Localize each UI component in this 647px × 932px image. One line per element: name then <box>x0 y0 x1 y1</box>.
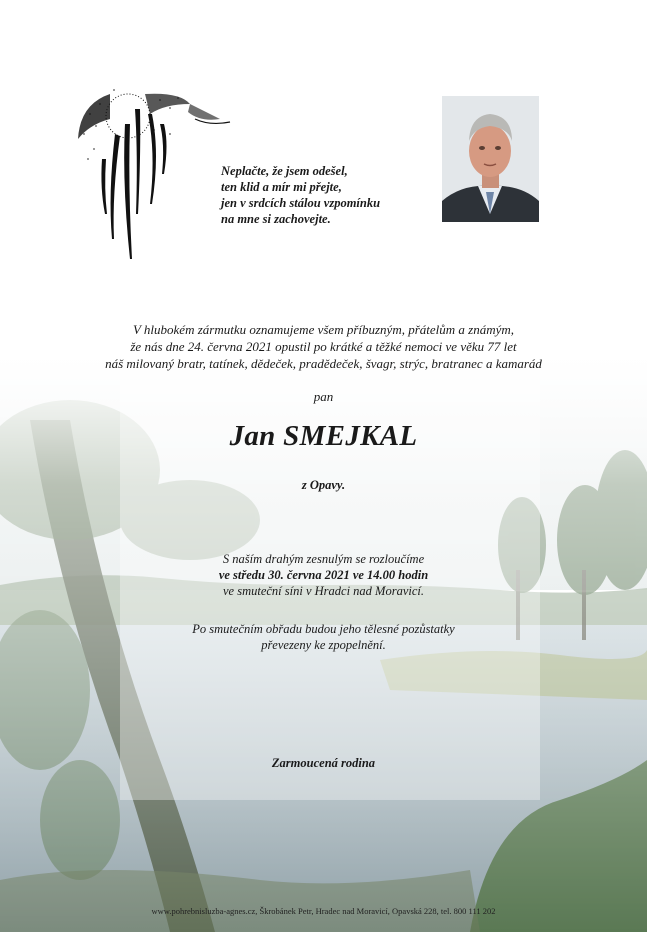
family-signature: Zarmoucená rodina <box>271 756 376 770</box>
deceased-origin: z Opavy. <box>301 478 346 492</box>
poem-line: na mne si zachovejte. <box>221 212 331 226</box>
announcement-line: že nás dne 24. června 2021 opustil po krátké a těžké nemoci ve věku 77 let <box>130 339 517 354</box>
deceased-portrait <box>442 96 539 222</box>
announcement-line: V hlubokém zármutku oznamujeme všem příbuzným, přátelům a známým, <box>132 322 515 337</box>
cremation-line: převezeny ke zpopelnění. <box>261 638 386 652</box>
poem-line: Neplačte, že jsem odešel, <box>221 164 348 178</box>
funeral-service-footer: www.pohrebnisluzba-agnes.cz, Škrobánek Petr, Hradec nad Moravicí, Opavská 228, tel. 800 111 202 <box>151 906 496 916</box>
ceremony-info <box>0 551 647 599</box>
announcement-line: náš milovaný bratr, tatínek, dědeček, pradědeček, švagr, strýc, bratranec a kamarád <box>105 356 542 371</box>
poem-line: ten klid a mír mi přejte, <box>221 180 342 194</box>
moon-grass-ornament <box>70 64 240 264</box>
ceremony-line: S naším drahým zesnulým se rozloučíme <box>222 552 425 566</box>
poem-line: jen v srdcích stálou vzpomínku <box>221 196 381 210</box>
honorific: pan <box>313 389 334 404</box>
ceremony-datetime: ve středu 30. června 2021 ve 14.00 hodin <box>218 568 429 582</box>
ceremony-place: ve smuteční síni v Hradci nad Moravicí. <box>223 584 424 598</box>
deceased-name: Jan SMEJKAL <box>229 420 418 452</box>
cremation-info <box>0 621 647 653</box>
memorial-poem <box>221 163 436 227</box>
cremation-line: Po smutečním obřadu budou jeho tělesné pozůstatky <box>192 622 455 636</box>
announcement-text <box>0 321 647 372</box>
